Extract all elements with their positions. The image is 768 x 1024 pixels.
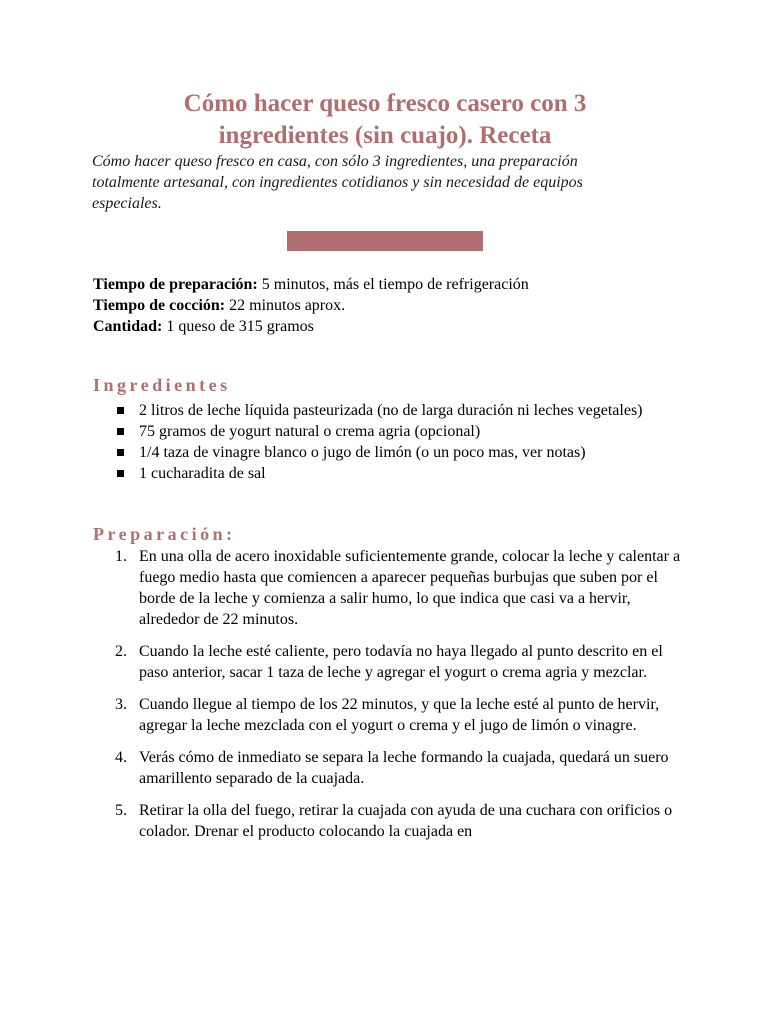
- meta-value: 1 queso de 315 gramos: [162, 318, 314, 335]
- list-item: [112, 747, 682, 789]
- square-bullet-icon: [117, 449, 124, 456]
- square-bullet-icon: [117, 470, 124, 477]
- step-number: 4.: [115, 749, 127, 766]
- ingredients-list: [112, 400, 712, 484]
- square-bullet-icon: [117, 428, 124, 435]
- step-text: Cuando llegue al tiempo de los 22 minutos, y que la leche esté al punto de hervir, agregar la leche mezclada con el yogurt o crema y el jugo de limón o vinagre.: [139, 696, 660, 734]
- square-bullet-icon: [117, 407, 124, 414]
- preparation-heading: Preparación:: [93, 524, 236, 544]
- page-title: Cómo hacer queso fresco casero con 3 ingredientes (sin cuajo). Receta: [183, 90, 587, 149]
- preparation-steps: [112, 546, 682, 853]
- list-item: 75 gramos de yogurt natural o crema agria (opcional): [112, 421, 712, 442]
- meta-value: 22 minutos aprox.: [225, 297, 346, 314]
- step-text: Verás cómo de inmediato se separa la leche formando la cuajada, quedará un suero amarillento separado de la cuajada.: [139, 749, 669, 787]
- meta-label: Cantidad:: [93, 318, 163, 335]
- step-number: 5.: [115, 802, 127, 819]
- meta-label: Tiempo de cocción:: [93, 297, 226, 314]
- step-number: 2.: [115, 643, 127, 660]
- meta-label: Tiempo de preparación:: [93, 276, 258, 293]
- list-item: [112, 694, 682, 736]
- step-text: En una olla de acero inoxidable suficientemente grande, colocar la leche y calentar a fuego medio hasta que comiencen a aparecer pequeñas burbujas que suben por el borde de la leche y comienza a salir humo, lo que indica que casi va a hervir, alrededor de 22 minutos.: [139, 548, 681, 628]
- meta-cook-time: [93, 295, 529, 316]
- list-item: [112, 641, 682, 683]
- list-item: 1/4 taza de vinagre blanco o jugo de limón (o un poco mas, ver notas): [112, 442, 712, 463]
- step-number: 1.: [115, 548, 127, 565]
- list-item: [112, 800, 682, 842]
- step-text: Cuando la leche esté caliente, pero todavía no haya llegado al punto descrito en el paso anterior, sacar 1 taza de leche y agregar el yogurt o crema agria y mezclar.: [139, 643, 663, 681]
- list-item: 2 litros de leche líquida pasteurizada (no de larga duración ni leches vegetales): [112, 400, 712, 421]
- step-number: 3.: [115, 696, 127, 713]
- step-text: Retirar la olla del fuego, retirar la cuajada con ayuda de una cuchara con orificios o colador. Drenar el producto colocando la cuajada en: [139, 802, 673, 840]
- ingredients-heading: Ingredientes: [93, 375, 231, 395]
- list-item: [112, 546, 682, 630]
- recipe-meta: [93, 274, 529, 337]
- list-item: 1 cucharadita de sal: [112, 463, 712, 484]
- page-subtitle: Cómo hacer queso fresco en casa, con sólo 3 ingredientes, una preparación totalmente artesanal, con ingredientes cotidianos y sin necesidad de equipos especiales.: [92, 153, 583, 212]
- meta-value: 5 minutos, más el tiempo de refrigeración: [257, 276, 529, 293]
- meta-prep-time: [93, 274, 529, 295]
- decorative-divider-bar: [287, 231, 483, 251]
- meta-quantity: [93, 316, 529, 337]
